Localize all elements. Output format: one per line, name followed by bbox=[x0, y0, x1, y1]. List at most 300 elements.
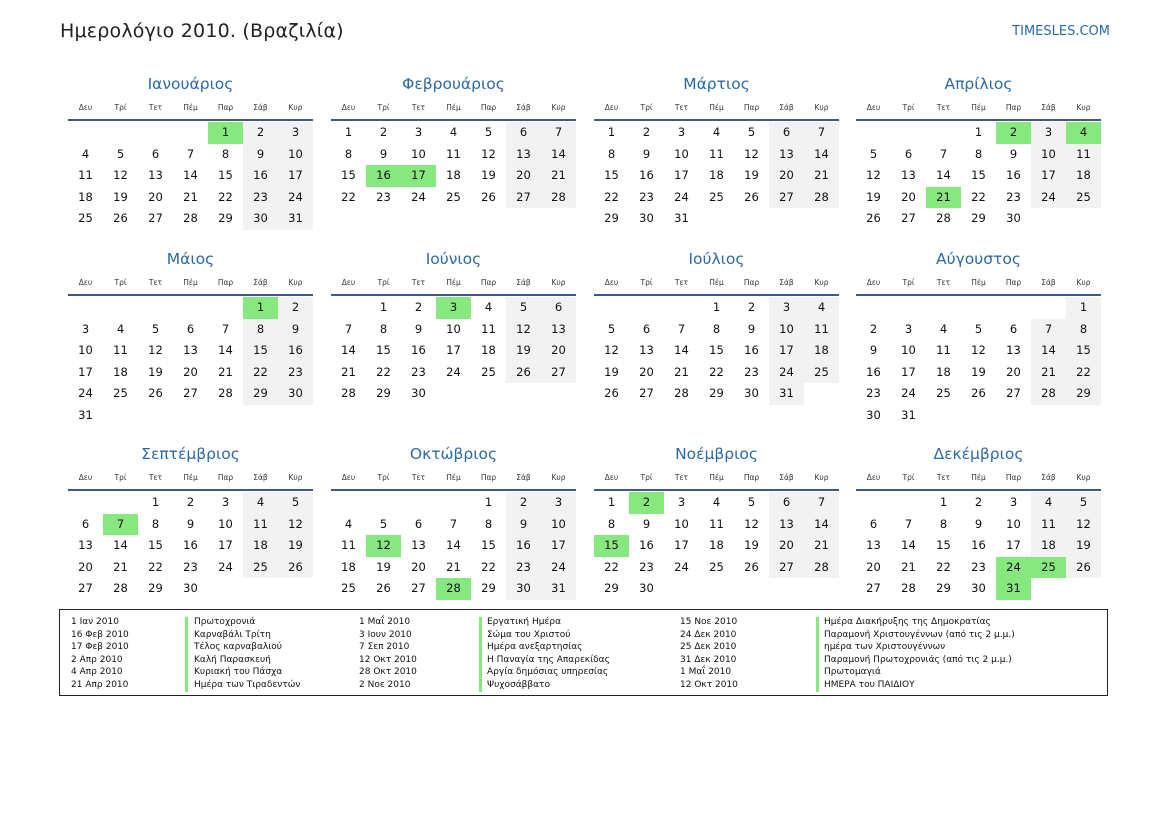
day-grid bbox=[856, 297, 1101, 427]
day-cell: 5 bbox=[974, 321, 983, 336]
day-cell: 29 bbox=[709, 386, 724, 401]
day-cell: 4 bbox=[712, 125, 721, 139]
day-cell: 19 bbox=[113, 189, 128, 204]
day-cell: 7 bbox=[541, 122, 576, 144]
weekday-label: Κυρ bbox=[288, 103, 303, 112]
day-cell: 8 bbox=[607, 146, 616, 161]
day-cell: 19 bbox=[744, 538, 759, 553]
day-cell: 21 bbox=[901, 559, 916, 574]
legend-divider bbox=[185, 617, 188, 692]
legend-date: 24 Δεκ 2010 bbox=[680, 629, 737, 640]
empty-cell bbox=[401, 492, 436, 514]
day-cell: 1 bbox=[1066, 297, 1101, 319]
weekday-label: Κυρ bbox=[551, 278, 566, 287]
day-cell: 13 bbox=[183, 343, 198, 358]
day-cell: 22 bbox=[341, 189, 356, 204]
day-cell: 15 bbox=[481, 538, 496, 553]
day-cell: 12 bbox=[604, 343, 619, 358]
day-cell: 23 bbox=[1006, 189, 1021, 204]
day-cell: 25 bbox=[804, 362, 839, 384]
day-cell: 11 bbox=[78, 168, 93, 183]
day-cell: 29 bbox=[936, 581, 951, 596]
weekday-label: Παρ bbox=[1005, 278, 1022, 287]
day-cell: 14 bbox=[341, 343, 356, 358]
weekday-label: Τρί bbox=[902, 473, 915, 482]
legend-holiday-name: Ημέρα Διακήρυξης της Δημοκρατίας bbox=[824, 617, 991, 627]
day-cell: 16 bbox=[744, 343, 759, 358]
weekday-label: Πέμ bbox=[446, 473, 461, 482]
day-cell: 24 bbox=[674, 559, 689, 574]
day-cell: 17 bbox=[674, 168, 689, 183]
day-cell: 26 bbox=[506, 362, 541, 384]
day-cell: 30 bbox=[243, 208, 278, 230]
day-cell: 29 bbox=[971, 211, 986, 226]
weekday-header bbox=[68, 97, 313, 121]
day-cell: 13 bbox=[1006, 343, 1021, 358]
day-cell: 19 bbox=[744, 168, 759, 183]
holiday-day-cell: 2 bbox=[629, 492, 664, 514]
day-cell: 22 bbox=[148, 559, 163, 574]
weekday-label: Σάβ bbox=[516, 278, 531, 287]
day-cell: 11 bbox=[1031, 514, 1066, 536]
day-cell: 9 bbox=[186, 516, 195, 531]
day-cell: 17 bbox=[674, 538, 689, 553]
day-cell: 23 bbox=[639, 559, 654, 574]
day-cell: 8 bbox=[151, 516, 160, 531]
day-cell: 3 bbox=[278, 122, 313, 144]
day-cell: 15 bbox=[148, 538, 163, 553]
day-cell: 13 bbox=[411, 538, 426, 553]
day-cell: 7 bbox=[449, 516, 458, 531]
day-cell: 11 bbox=[113, 343, 128, 358]
day-cell: 17 bbox=[769, 340, 804, 362]
day-cell: 19 bbox=[481, 168, 496, 183]
day-cell: 5 bbox=[747, 495, 756, 509]
day-cell: 3 bbox=[904, 321, 913, 336]
day-cell: 18 bbox=[446, 168, 461, 183]
day-cell: 27 bbox=[769, 557, 804, 579]
month-calendar bbox=[68, 441, 313, 600]
day-cell: 27 bbox=[148, 211, 163, 226]
day-cell: 28 bbox=[183, 211, 198, 226]
month-name: Μάρτιος bbox=[683, 75, 750, 93]
empty-cell bbox=[68, 297, 103, 319]
day-cell: 9 bbox=[506, 514, 541, 536]
day-cell: 2 bbox=[243, 122, 278, 144]
day-cell: 10 bbox=[769, 319, 804, 341]
day-cell: 29 bbox=[604, 211, 619, 226]
day-cell: 1 bbox=[939, 495, 948, 509]
day-cell: 29 bbox=[376, 386, 391, 401]
day-cell: 17 bbox=[446, 343, 461, 358]
empty-cell bbox=[856, 492, 891, 514]
day-cell: 31 bbox=[769, 383, 804, 405]
month-calendar bbox=[594, 441, 839, 600]
day-cell: 10 bbox=[446, 321, 461, 336]
day-cell: 17 bbox=[1006, 538, 1021, 553]
day-cell: 6 bbox=[1009, 321, 1018, 336]
legend-names-col-2 bbox=[487, 616, 610, 692]
empty-cell bbox=[331, 297, 366, 319]
day-cell: 30 bbox=[971, 581, 986, 596]
empty-cell bbox=[103, 297, 138, 319]
day-cell: 25 bbox=[113, 386, 128, 401]
day-cell: 30 bbox=[506, 578, 541, 600]
day-cell: 20 bbox=[541, 340, 576, 362]
day-cell: 29 bbox=[604, 581, 619, 596]
weekday-label: Πέμ bbox=[971, 473, 986, 482]
day-cell: 25 bbox=[341, 581, 356, 596]
day-cell: 30 bbox=[278, 383, 313, 405]
weekday-label: Δευ bbox=[341, 278, 356, 287]
day-cell: 22 bbox=[604, 189, 619, 204]
day-cell: 8 bbox=[379, 321, 388, 336]
day-cell: 30 bbox=[411, 386, 426, 401]
weekday-label: Σάβ bbox=[1041, 278, 1056, 287]
empty-cell bbox=[366, 492, 401, 514]
day-cell: 8 bbox=[974, 146, 983, 161]
weekday-label: Δευ bbox=[866, 278, 881, 287]
day-cell: 21 bbox=[183, 189, 198, 204]
day-cell: 23 bbox=[639, 189, 654, 204]
day-cell: 18 bbox=[1031, 535, 1066, 557]
day-cell: 15 bbox=[709, 343, 724, 358]
holiday-day-cell: 31 bbox=[996, 578, 1031, 600]
day-cell: 2 bbox=[869, 321, 878, 336]
day-cell: 2 bbox=[414, 300, 423, 314]
day-grid bbox=[856, 492, 1101, 600]
day-cell: 10 bbox=[218, 516, 233, 531]
day-cell: 10 bbox=[674, 146, 689, 161]
day-cell: 26 bbox=[971, 386, 986, 401]
legend-date: 1 Μαΐ 2010 bbox=[359, 617, 411, 627]
legend-dates-col-2 bbox=[359, 616, 417, 692]
legend-holiday-name: Καλή Παρασκευή bbox=[194, 654, 271, 665]
day-cell: 11 bbox=[341, 538, 356, 553]
day-cell: 12 bbox=[866, 168, 881, 183]
day-cell: 12 bbox=[506, 319, 541, 341]
month-calendar bbox=[856, 246, 1101, 427]
weekday-label: Σάβ bbox=[516, 473, 531, 482]
holiday-day-cell: 16 bbox=[366, 165, 401, 187]
day-grid bbox=[856, 122, 1101, 230]
weekday-label: Πέμ bbox=[183, 103, 198, 112]
day-cell: 1 bbox=[974, 125, 983, 139]
day-cell: 28 bbox=[804, 557, 839, 579]
day-cell: 2 bbox=[186, 495, 195, 509]
day-cell: 7 bbox=[344, 321, 353, 336]
month-calendar bbox=[68, 71, 313, 230]
weekday-header bbox=[856, 272, 1101, 296]
day-cell: 13 bbox=[148, 168, 163, 183]
day-cell: 25 bbox=[243, 557, 278, 579]
day-cell: 4 bbox=[939, 321, 948, 336]
day-cell: 30 bbox=[639, 581, 654, 596]
day-cell: 6 bbox=[414, 516, 423, 531]
day-cell: 27 bbox=[901, 211, 916, 226]
weekday-label: Δευ bbox=[866, 103, 881, 112]
day-cell: 5 bbox=[278, 492, 313, 514]
weekday-label: Κυρ bbox=[551, 103, 566, 112]
weekday-label: Τετ bbox=[674, 103, 689, 112]
weekday-label: Παρ bbox=[1005, 103, 1022, 112]
weekday-header bbox=[68, 272, 313, 296]
day-cell: 4 bbox=[81, 146, 90, 161]
empty-cell bbox=[436, 492, 471, 514]
weekday-label: Τετ bbox=[411, 278, 426, 287]
legend-holiday-name: Ημέρα ανεξαρτησίας bbox=[487, 642, 583, 653]
day-cell: 23 bbox=[376, 189, 391, 204]
day-cell: 23 bbox=[183, 559, 198, 574]
day-cell: 23 bbox=[866, 386, 881, 401]
day-cell: 10 bbox=[674, 516, 689, 531]
day-cell: 10 bbox=[278, 144, 313, 166]
day-cell: 27 bbox=[769, 187, 804, 209]
weekday-label: Τρί bbox=[902, 103, 915, 112]
holiday-day-cell: 28 bbox=[436, 578, 471, 600]
weekday-label: Παρ bbox=[217, 278, 234, 287]
day-cell: 30 bbox=[639, 211, 654, 226]
day-cell: 28 bbox=[804, 187, 839, 209]
weekday-label: Πέμ bbox=[446, 103, 461, 112]
legend-date: 12 Οκτ 2010 bbox=[680, 679, 738, 690]
legend-date: 15 Νοε 2010 bbox=[680, 617, 738, 627]
day-cell: 16 bbox=[183, 538, 198, 553]
day-cell: 13 bbox=[769, 514, 804, 536]
day-cell: 23 bbox=[506, 557, 541, 579]
day-cell: 28 bbox=[218, 386, 233, 401]
weekday-label: Πέμ bbox=[709, 473, 724, 482]
holiday-day-cell: 4 bbox=[1066, 122, 1101, 144]
month-name: Δεκέμβριος bbox=[933, 445, 1024, 463]
empty-cell bbox=[173, 297, 208, 319]
day-cell: 15 bbox=[971, 168, 986, 183]
holiday-day-cell: 17 bbox=[401, 165, 436, 187]
day-cell: 4 bbox=[449, 125, 458, 139]
day-cell: 20 bbox=[901, 189, 916, 204]
legend-dates-col-1 bbox=[71, 616, 129, 692]
legend-holiday-name: Η Παναγία της Απαρεκίδας bbox=[487, 654, 610, 665]
empty-cell bbox=[891, 122, 926, 144]
weekday-label: Κυρ bbox=[288, 473, 303, 482]
day-cell: 25 bbox=[709, 559, 724, 574]
day-cell: 15 bbox=[1066, 340, 1101, 362]
weekday-label: Κυρ bbox=[1076, 278, 1091, 287]
weekday-label: Παρ bbox=[1005, 473, 1022, 482]
weekday-label: Τρί bbox=[377, 473, 390, 482]
day-cell: 27 bbox=[541, 362, 576, 384]
month-name: Νοέμβριος bbox=[675, 445, 758, 463]
empty-cell bbox=[208, 297, 243, 319]
weekday-label: Σάβ bbox=[779, 473, 794, 482]
holiday-legend bbox=[59, 609, 1108, 696]
legend-divider bbox=[816, 617, 819, 692]
day-cell: 13 bbox=[769, 144, 804, 166]
day-cell: 24 bbox=[674, 189, 689, 204]
day-cell: 21 bbox=[541, 165, 576, 187]
legend-holiday-name: Σώμα του Χριστού bbox=[487, 629, 571, 640]
day-cell: 30 bbox=[183, 581, 198, 596]
day-cell: 9 bbox=[1009, 146, 1018, 161]
day-cell: 20 bbox=[1006, 364, 1021, 379]
day-cell: 7 bbox=[804, 122, 839, 144]
day-cell: 15 bbox=[604, 168, 619, 183]
day-cell: 19 bbox=[866, 189, 881, 204]
weekday-label: Παρ bbox=[480, 103, 497, 112]
weekday-label: Τετ bbox=[148, 278, 163, 287]
empty-cell bbox=[138, 122, 173, 144]
day-cell: 16 bbox=[506, 535, 541, 557]
day-cell: 25 bbox=[1066, 187, 1101, 209]
day-cell: 17 bbox=[78, 364, 93, 379]
day-cell: 6 bbox=[869, 516, 878, 531]
weekday-label: Σάβ bbox=[516, 103, 531, 112]
weekday-label: Κυρ bbox=[814, 473, 829, 482]
day-cell: 8 bbox=[484, 516, 493, 531]
weekday-label: Πέμ bbox=[183, 278, 198, 287]
weekday-label: Τρί bbox=[114, 103, 127, 112]
day-cell: 5 bbox=[747, 125, 756, 139]
legend-date: 28 Οκτ 2010 bbox=[359, 667, 417, 678]
day-cell: 1 bbox=[607, 495, 616, 509]
day-cell: 26 bbox=[148, 386, 163, 401]
weekday-label: Τρί bbox=[640, 473, 653, 482]
weekday-header bbox=[331, 97, 576, 121]
day-cell: 22 bbox=[1066, 362, 1101, 384]
empty-cell bbox=[891, 297, 926, 319]
page-title: Ημερολόγιο 2010. (Βραζιλία) bbox=[60, 20, 344, 42]
day-cell: 13 bbox=[866, 538, 881, 553]
legend-date: 1 Ιαν 2010 bbox=[71, 617, 119, 627]
day-cell: 30 bbox=[744, 386, 759, 401]
day-cell: 28 bbox=[113, 581, 128, 596]
day-cell: 14 bbox=[804, 514, 839, 536]
day-cell: 4 bbox=[344, 516, 353, 531]
day-grid bbox=[68, 297, 313, 427]
weekday-label: Δευ bbox=[604, 278, 619, 287]
day-cell: 9 bbox=[747, 321, 756, 336]
day-cell: 14 bbox=[804, 144, 839, 166]
legend-divider bbox=[479, 617, 482, 692]
day-grid bbox=[594, 492, 839, 600]
day-grid bbox=[68, 122, 313, 230]
legend-holiday-name: Κυριακή του Πάσχα bbox=[194, 667, 283, 678]
weekday-label: Σάβ bbox=[253, 473, 268, 482]
legend-dates-col-3 bbox=[680, 616, 738, 692]
day-cell: 9 bbox=[642, 516, 651, 531]
day-cell: 23 bbox=[243, 187, 278, 209]
day-cell: 21 bbox=[804, 535, 839, 557]
legend-holiday-name: Πρωτομαγιά bbox=[824, 667, 881, 678]
day-cell: 3 bbox=[1009, 495, 1018, 509]
day-cell: 1 bbox=[151, 495, 160, 509]
holiday-day-cell: 12 bbox=[366, 535, 401, 557]
day-cell: 10 bbox=[1031, 144, 1066, 166]
day-cell: 31 bbox=[674, 211, 689, 226]
month-name: Ιούνιος bbox=[425, 250, 482, 268]
month-calendar bbox=[331, 246, 576, 405]
weekday-label: Τρί bbox=[640, 278, 653, 287]
day-cell: 12 bbox=[744, 146, 759, 161]
weekday-label: Σάβ bbox=[253, 278, 268, 287]
day-cell: 8 bbox=[939, 516, 948, 531]
day-cell: 26 bbox=[376, 581, 391, 596]
day-grid bbox=[594, 297, 839, 405]
day-cell: 9 bbox=[414, 321, 423, 336]
day-cell: 12 bbox=[481, 146, 496, 161]
day-cell: 18 bbox=[804, 340, 839, 362]
day-cell: 31 bbox=[541, 578, 576, 600]
day-cell: 15 bbox=[341, 168, 356, 183]
day-cell: 9 bbox=[869, 343, 878, 358]
holiday-day-cell: 1 bbox=[208, 122, 243, 144]
day-cell: 27 bbox=[411, 581, 426, 596]
empty-cell bbox=[926, 122, 961, 144]
day-cell: 14 bbox=[1031, 340, 1066, 362]
empty-cell bbox=[891, 492, 926, 514]
weekday-label: Πέμ bbox=[971, 278, 986, 287]
day-cell: 29 bbox=[243, 383, 278, 405]
day-cell: 25 bbox=[78, 211, 93, 226]
legend-names-col-1 bbox=[194, 616, 300, 692]
weekday-label: Τετ bbox=[936, 103, 951, 112]
month-name: Αύγουστος bbox=[936, 250, 1021, 268]
day-cell: 28 bbox=[936, 211, 951, 226]
empty-cell bbox=[331, 492, 366, 514]
day-cell: 3 bbox=[414, 125, 423, 139]
day-cell: 20 bbox=[769, 535, 804, 557]
day-cell: 16 bbox=[866, 364, 881, 379]
day-cell: 13 bbox=[78, 538, 93, 553]
day-cell: 4 bbox=[1031, 492, 1066, 514]
day-cell: 13 bbox=[506, 144, 541, 166]
day-cell: 18 bbox=[1066, 165, 1101, 187]
day-cell: 13 bbox=[901, 168, 916, 183]
legend-holiday-name: Παραμονή Πρωτοχρονιάς (από τις 2 μ.μ.) bbox=[824, 654, 1012, 665]
site-link[interactable]: TIMESLES.COM bbox=[1012, 24, 1110, 39]
day-cell: 27 bbox=[866, 581, 881, 596]
day-cell: 9 bbox=[243, 144, 278, 166]
legend-date: 2 Νοε 2010 bbox=[359, 679, 411, 690]
day-cell: 1 bbox=[607, 125, 616, 139]
day-cell: 19 bbox=[604, 364, 619, 379]
day-cell: 8 bbox=[221, 146, 230, 161]
day-cell: 11 bbox=[804, 319, 839, 341]
empty-cell bbox=[103, 122, 138, 144]
weekday-label: Τρί bbox=[114, 278, 127, 287]
day-cell: 29 bbox=[1066, 383, 1101, 405]
day-cell: 14 bbox=[113, 538, 128, 553]
day-cell: 3 bbox=[677, 495, 686, 509]
weekday-label: Κυρ bbox=[814, 103, 829, 112]
holiday-day-cell: 2 bbox=[996, 122, 1031, 144]
day-cell: 24 bbox=[901, 386, 916, 401]
weekday-label: Παρ bbox=[743, 103, 760, 112]
weekday-label: Κυρ bbox=[288, 278, 303, 287]
weekday-header bbox=[856, 97, 1101, 121]
month-calendar bbox=[331, 71, 576, 208]
month-name: Απρίλιος bbox=[944, 75, 1013, 93]
day-cell: 24 bbox=[1031, 187, 1066, 209]
day-cell: 12 bbox=[113, 168, 128, 183]
day-cell: 21 bbox=[341, 364, 356, 379]
empty-cell bbox=[68, 492, 103, 514]
day-cell: 3 bbox=[221, 495, 230, 509]
day-cell: 30 bbox=[1006, 211, 1021, 226]
legend-date: 21 Απρ 2010 bbox=[71, 679, 129, 690]
empty-cell bbox=[103, 492, 138, 514]
legend-holiday-name: Πρωτοχρονιά bbox=[194, 617, 256, 627]
